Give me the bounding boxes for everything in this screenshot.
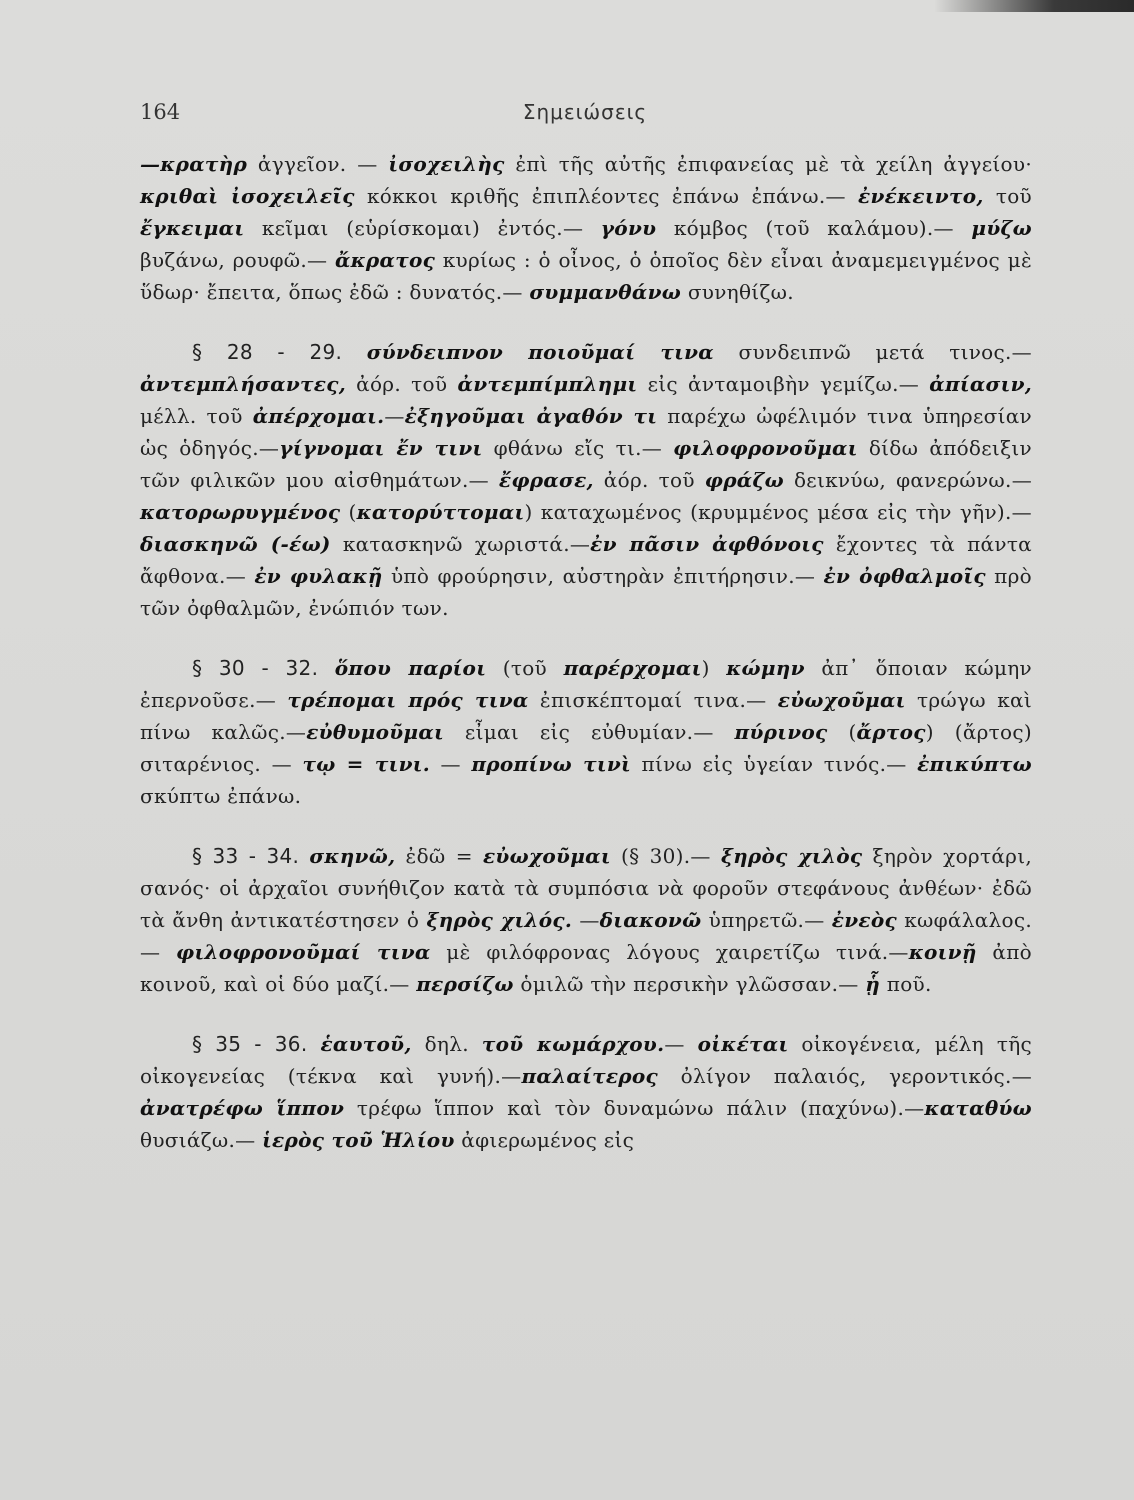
- gloss-text: (: [827, 720, 857, 744]
- lemma-term: γόνυ: [600, 216, 657, 240]
- gloss-text: βυζάνω, ρουφῶ.—: [140, 248, 335, 272]
- lemma-term: ᾗ: [865, 972, 881, 996]
- lemma-term: περσίζω: [416, 972, 514, 996]
- gloss-text: ἀγγεῖον. —: [247, 152, 389, 176]
- gloss-text: ὑπὸ φρούρησιν, αὐστηρὰν ἐπιτήρησιν.—: [382, 564, 824, 588]
- lemma-term: ἑαυτοῦ,: [320, 1032, 412, 1056]
- lemma-term: συμμανθάνω: [529, 280, 682, 304]
- lemma-term: ἄρτος: [856, 720, 926, 744]
- gloss-text: ἀόρ. τοῦ: [346, 372, 458, 396]
- gloss-text: φθάνω εἴς τι.—: [482, 436, 674, 460]
- lemma-term: ἀπίασιν,: [929, 372, 1033, 396]
- lemma-term: φιλοφρονοῦμαί τινα: [176, 940, 431, 964]
- section-reference: § 35 - 36.: [192, 1032, 308, 1056]
- gloss-text: συνδειπνῶ μετά τινος.—: [713, 340, 1032, 364]
- note-paragraph: [140, 840, 1032, 1000]
- note-paragraph: [140, 1028, 1032, 1156]
- gloss-text: ἐπὶ τῆς αὐτῆς ἐπιφανείας μὲ τὰ χείλη ἀγγείου·: [504, 152, 1032, 176]
- lemma-term: διακονῶ: [599, 908, 702, 932]
- lemma-term: προπίνω τινὶ: [471, 752, 631, 776]
- lemma-term: τρέπομαι πρός τινα: [287, 688, 529, 712]
- note-paragraph: [140, 336, 1032, 624]
- page-number: 164: [140, 100, 181, 124]
- gloss-text: —: [572, 908, 600, 932]
- lemma-term: ἱερὸς τοῦ Ἡλίου: [262, 1128, 455, 1152]
- lemma-term: ἀπέρχομαι.: [252, 404, 385, 428]
- gloss-text: (: [340, 500, 357, 524]
- lemma-term: ἐν ὀφθαλμοῖς: [823, 564, 986, 588]
- gloss-text: ἀπὸ κοινοῦ, καὶ οἱ δύο μαζί.—: [140, 940, 1032, 996]
- gloss-text: μὲ φιλόφρονας λόγους χαιρετίζω τινά.—: [430, 940, 909, 964]
- gloss-text: κυρίως : ὁ οἶνος, ὁ ὁποῖος δὲν εἶναι ἀναμεμειγμένος μὲ ὕδωρ· ἔπειτα, ὅπως ἐδῶ : δυνατός.—: [140, 248, 1032, 304]
- gloss-text: ἀφιερωμένος εἰς: [454, 1128, 635, 1152]
- lemma-term: ἐνέκειντο,: [857, 184, 984, 208]
- page-header: [140, 100, 1030, 130]
- lemma-term: τοῦ κωμάρχου.: [481, 1032, 665, 1056]
- gloss-text: πίνω εἰς ὑγείαν τινός.—: [630, 752, 918, 776]
- lemma-term: κώμην: [726, 656, 805, 680]
- lemma-term: διασκηνῶ (-έω): [140, 532, 331, 556]
- lemma-term: γίγνομαι ἔν τινι: [279, 436, 483, 460]
- gloss-text: —: [430, 752, 472, 776]
- gloss-text: θυσιάζω.—: [140, 1128, 263, 1152]
- lemma-term: ἐξηγοῦμαι ἀγαθόν τι: [404, 404, 658, 428]
- lemma-term: ἀντεμπίμπλημι: [457, 372, 638, 396]
- lemma-term: τῳ = τινι.: [302, 752, 430, 776]
- scan-edge-shadow: [934, 0, 1134, 12]
- lemma-term: κατορύττομαι: [356, 500, 525, 524]
- gloss-text: κατασκηνῶ χωριστά.—: [330, 532, 591, 556]
- lemma-term: κοινῇ: [908, 940, 977, 964]
- section-reference: § 28 - 29.: [192, 340, 343, 364]
- lemma-term: ἐν φυλακῇ: [254, 564, 383, 588]
- lemma-term: κατορωρυγμένος: [140, 500, 341, 524]
- lemma-term: ἰσοχειλὴς: [388, 152, 505, 176]
- running-title: Σημειώσεις: [522, 100, 648, 124]
- section-reference: § 33 - 34.: [192, 844, 300, 868]
- notes-body: [140, 148, 1032, 1184]
- gloss-text: οἰκογένεια, μέλη τῆς οἰκογενείας (τέκνα καὶ γυνή).—: [140, 1032, 1032, 1088]
- gloss-text: κόκκοι κριθῆς ἐπιπλέοντες ἐπάνω ἐπάνω.—: [354, 184, 858, 208]
- gloss-text: ἀπ᾿ ὅποιαν κώμην ἐπερνοῦσε.—: [140, 656, 1032, 712]
- gloss-text: τρέφω ἵππον καὶ τὸν δυναμώνω πάλιν (παχύνω).—: [344, 1096, 925, 1120]
- lemma-term: φράζω: [704, 468, 784, 492]
- lemma-term: παρέρχομαι: [563, 656, 702, 680]
- note-paragraph: [140, 652, 1032, 812]
- lemma-term: ἔφρασε,: [498, 468, 594, 492]
- gloss-text: ὀλίγον παλαιός, γεροντικός.—: [658, 1064, 1032, 1088]
- gloss-text: εἰς ἀνταμοιβὴν γεμίζω.—: [637, 372, 930, 396]
- gloss-text: σκύπτω ἐπάνω.: [140, 784, 302, 808]
- lemma-term: φιλοφρονοῦμαι: [673, 436, 858, 460]
- gloss-text: ὁμιλῶ τὴν περσικὴν γλῶσσαν.—: [513, 972, 866, 996]
- gloss-text: ) καταχωμένος (κρυμμένος μέσα εἰς τὴν γῆν).—: [524, 500, 1032, 524]
- note-paragraph: [140, 148, 1032, 308]
- gloss-text: πρὸ τῶν ὀφθαλμῶν, ἐνώπιόν των.: [140, 564, 1032, 620]
- gloss-text: ): [701, 656, 727, 680]
- lemma-term: σύνδειπνον ποιοῦμαί τινα: [366, 340, 714, 364]
- gloss-text: ) (ἄρτος) σιταρένιος. —: [140, 720, 1032, 776]
- lemma-term: ἀντεμπλήσαντες,: [140, 372, 346, 396]
- lemma-term: ἐν πᾶσιν ἀφθόνοις: [590, 532, 824, 556]
- gloss-text: ὑπηρετῶ.—: [701, 908, 832, 932]
- lemma-term: ἀνατρέφω ἵππον: [140, 1096, 345, 1120]
- gloss-text: δίδω ἀπόδειξιν τῶν φιλικῶν μου αἰσθημάτων.—: [140, 436, 1032, 492]
- lemma-term: μύζω: [971, 216, 1032, 240]
- lemma-term: ἐνεὸς: [831, 908, 897, 932]
- gloss-text: —: [384, 404, 405, 428]
- gloss-text: συνηθίζω.: [681, 280, 794, 304]
- gloss-text: εἶμαι εἰς εὐθυμίαν.—: [444, 720, 735, 744]
- gloss-text: δηλ.: [411, 1032, 482, 1056]
- gloss-text: μέλλ. τοῦ: [140, 404, 253, 428]
- gloss-text: ποῦ.: [880, 972, 932, 996]
- lemma-term: πύρινος: [734, 720, 828, 744]
- lemma-term: εὐωχοῦμαι: [777, 688, 906, 712]
- lemma-term: κριθαὶ ἰσοχειλεῖς: [140, 184, 355, 208]
- gloss-text: ξηρὸν χορτάρι, σανός· οἱ ἀρχαῖοι συνήθιζον κατὰ τὰ συμπόσια νὰ φοροῦν στεφάνους ἀνθέων· ἐδῶ τὰ ἄνθη ἀντικατέστησεν ὁ: [140, 844, 1033, 932]
- lemma-term: εὐωχοῦμαι: [482, 844, 611, 868]
- gloss-text: ἐδῶ =: [395, 844, 483, 868]
- gloss-text: ἀόρ. τοῦ: [593, 468, 705, 492]
- lemma-term: ξηρὸς χιλὸς: [720, 844, 863, 868]
- gloss-text: τοῦ: [983, 184, 1032, 208]
- lemma-term: —κρατὴρ: [140, 152, 248, 176]
- gloss-text: ἔχοντες τὰ πάντα ἄφθονα.—: [140, 532, 1032, 588]
- gloss-text: τρώγω καὶ πίνω καλῶς.—: [140, 688, 1032, 744]
- lemma-term: εὐθυμοῦμαι: [306, 720, 445, 744]
- lemma-term: σκηνῶ,: [309, 844, 396, 868]
- gloss-text: κόμβος (τοῦ καλάμου).—: [656, 216, 972, 240]
- gloss-text: (§ 30).—: [610, 844, 721, 868]
- section-reference: § 30 - 32.: [192, 656, 319, 680]
- lemma-term: ὅπου παρίοι: [334, 656, 487, 680]
- gloss-text: (τοῦ: [486, 656, 564, 680]
- lemma-term: οἰκέται: [697, 1032, 789, 1056]
- lemma-term: ξηρὸς χιλός.: [426, 908, 573, 932]
- gloss-text: —: [664, 1032, 698, 1056]
- lemma-term: καταθύω: [924, 1096, 1032, 1120]
- gloss-text: ἐπισκέπτομαί τινα.—: [528, 688, 778, 712]
- gloss-text: δεικνύω, φανερώνω.—: [783, 468, 1032, 492]
- gloss-text: κωφάλαλος.—: [140, 908, 1032, 964]
- gloss-text: παρέχω ὠφέλιμόν τινα ὑπηρεσίαν ὡς ὁδηγός.—: [140, 404, 1033, 460]
- lemma-term: ἔγκειμαι: [140, 216, 245, 240]
- gloss-text: κεῖμαι (εὑρίσκομαι) ἐντός.—: [244, 216, 601, 240]
- lemma-term: ἄκρατος: [334, 248, 436, 272]
- lemma-term: ἐπικύπτω: [917, 752, 1032, 776]
- lemma-term: παλαίτερος: [521, 1064, 659, 1088]
